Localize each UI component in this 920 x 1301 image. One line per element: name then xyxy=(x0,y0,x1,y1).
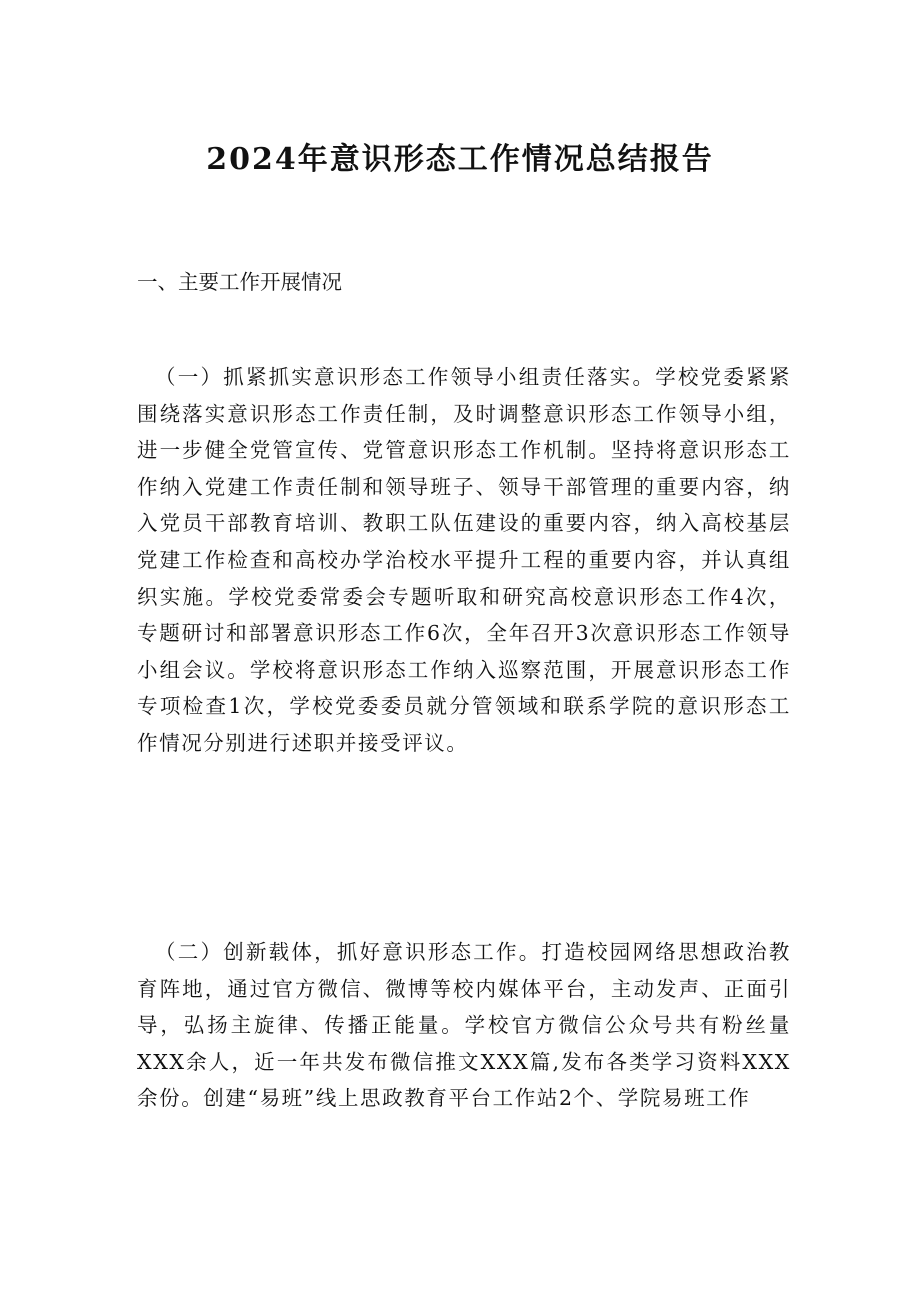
section-heading: 一、主要工作开展情况 xyxy=(137,270,342,294)
paragraph-2: （二）创新载体，抓好意识形态工作。打造校园网络思想政治教育阵地，通过官方微信、微博等校内媒体平台，主动发声、正面引导，弘扬主旋律、传播正能量。学校官方微信公众号共有粉丝量XXX余人，近一年共发布微信推文XXX篇,发布各类学习资料XXX余份。创建“易班”线上思政教育平台工作站2个、学院易班工作 xyxy=(137,940,791,1111)
paragraph-1: （一）抓紧抓实意识形态工作领导小组责任落实。学校党委紧紧围绕落实意识形态工作责任制，及时调整意识形态工作领导小组，进一步健全党管宣传、党管意识形态工作机制。坚持将意识形态工作纳入党建工作责任制和领导班子、领导干部管理的重要内容，纳入党员干部教育培训、教职工队伍建设的重要内容，纳入高校基层党建工作检查和高校办学治校水平提升工程的重要内容，并认真组织实施。学校党委常委会专题听取和研究高校意识形态工作4次，专题研讨和部署意识形态工作6次，全年召开3次意识形态工作领导小组会议。学校将意识形态工作纳入巡察范围，开展意识形态工作专项检查1次，学校党委委员就分管领域和联系学院的意识形态工作情况分别进行述职并接受评议。 xyxy=(137,365,791,755)
document-title: 2024年意识形态工作情况总结报告 xyxy=(206,142,714,177)
